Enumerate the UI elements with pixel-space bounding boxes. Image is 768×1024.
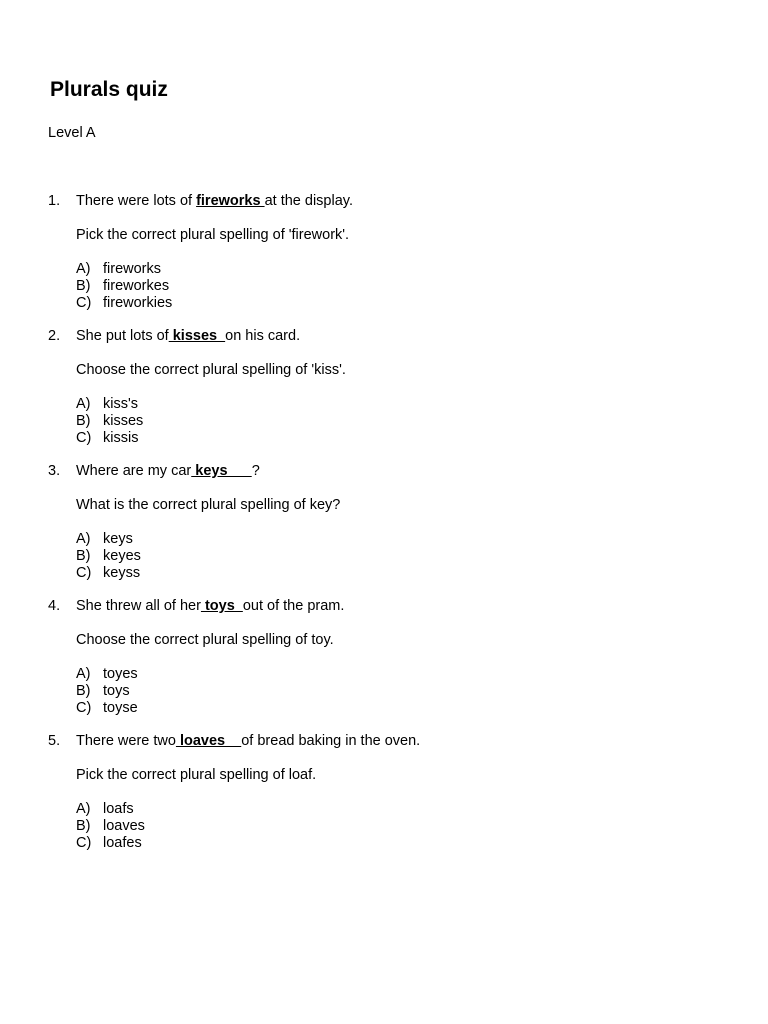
option-text: toyse bbox=[103, 700, 138, 716]
option-text: toys bbox=[103, 683, 130, 699]
sentence-before: There were two bbox=[76, 733, 176, 749]
option-text: loafes bbox=[103, 835, 142, 851]
question-prompt: Choose the correct plural spelling of toy. bbox=[76, 632, 334, 648]
option-b bbox=[48, 548, 728, 565]
option-text: kiss's bbox=[103, 396, 138, 412]
option-text: kissis bbox=[103, 430, 139, 446]
sentence-after: on his card. bbox=[225, 328, 301, 344]
option-a bbox=[48, 666, 728, 683]
option-text: loaves bbox=[103, 818, 145, 834]
option-a bbox=[48, 801, 728, 818]
question-sentence bbox=[48, 463, 728, 480]
option-a bbox=[48, 531, 728, 548]
question-sentence bbox=[48, 733, 728, 750]
option-c bbox=[48, 835, 728, 852]
option-text: keyss bbox=[103, 565, 141, 581]
question-number: 4. bbox=[48, 598, 61, 614]
option-text: keyes bbox=[103, 548, 141, 564]
question-2 bbox=[48, 328, 728, 447]
option-c bbox=[48, 430, 728, 447]
question-1 bbox=[48, 193, 728, 312]
option-letter: B) bbox=[76, 278, 91, 294]
question-sentence bbox=[48, 328, 728, 345]
option-text: keys bbox=[103, 531, 133, 547]
option-letter: B) bbox=[76, 413, 91, 429]
option-letter: A) bbox=[76, 261, 91, 277]
option-letter: B) bbox=[76, 548, 91, 564]
option-b bbox=[48, 413, 728, 430]
option-text: fireworkes bbox=[103, 278, 170, 294]
question-3 bbox=[48, 463, 728, 582]
question-sentence bbox=[48, 598, 728, 615]
option-c bbox=[48, 700, 728, 717]
option-text: kisses bbox=[103, 413, 144, 429]
sentence-after: out of the pram. bbox=[242, 598, 345, 614]
question-prompt: Choose the correct plural spelling of 'kiss'. bbox=[76, 362, 346, 378]
option-letter: C) bbox=[76, 295, 92, 311]
option-a bbox=[48, 396, 728, 413]
question-5 bbox=[48, 733, 728, 852]
option-letter: C) bbox=[76, 565, 92, 581]
question-prompt: Pick the correct plural spelling of loaf. bbox=[76, 767, 317, 783]
sentence-before: Where are my car bbox=[76, 463, 192, 479]
option-letter: A) bbox=[76, 396, 91, 412]
question-4 bbox=[48, 598, 728, 717]
answer-blank: kisses bbox=[168, 328, 226, 344]
question-prompt: Pick the correct plural spelling of 'firework'. bbox=[76, 227, 350, 243]
option-text: loafs bbox=[103, 801, 134, 817]
option-letter: C) bbox=[76, 835, 92, 851]
sentence-after: ? bbox=[251, 463, 260, 479]
sentence-after: at the display. bbox=[264, 193, 353, 209]
option-b bbox=[48, 278, 728, 295]
option-a bbox=[48, 261, 728, 278]
question-number: 2. bbox=[48, 328, 61, 344]
option-b bbox=[48, 683, 728, 700]
option-letter: C) bbox=[76, 700, 92, 716]
option-c bbox=[48, 565, 728, 582]
option-b bbox=[48, 818, 728, 835]
sentence-before: She threw all of her bbox=[76, 598, 201, 614]
sentence-after: of bread baking in the oven. bbox=[241, 733, 421, 749]
option-letter: A) bbox=[76, 666, 91, 682]
answer-blank: keys bbox=[191, 463, 252, 479]
question-prompt: What is the correct plural spelling of key? bbox=[76, 497, 341, 513]
option-letter: C) bbox=[76, 430, 92, 446]
question-sentence bbox=[48, 193, 728, 210]
page-title: Plurals quiz bbox=[50, 78, 168, 101]
option-text: fireworks bbox=[103, 261, 162, 277]
level-label: Level A bbox=[48, 125, 96, 141]
option-letter: A) bbox=[76, 531, 91, 547]
answer-blank: toys bbox=[200, 598, 243, 614]
option-text: toyes bbox=[103, 666, 138, 682]
answer-blank: fireworks bbox=[196, 193, 265, 209]
question-number: 5. bbox=[48, 733, 61, 749]
answer-blank: loaves bbox=[175, 733, 242, 749]
sentence-before: There were lots of bbox=[76, 193, 197, 209]
option-text: fireworkies bbox=[103, 295, 173, 311]
option-c bbox=[48, 295, 728, 312]
option-letter: A) bbox=[76, 801, 91, 817]
option-letter: B) bbox=[76, 818, 91, 834]
option-letter: B) bbox=[76, 683, 91, 699]
sentence-before: She put lots of bbox=[76, 328, 169, 344]
question-number: 1. bbox=[48, 193, 61, 209]
question-number: 3. bbox=[48, 463, 61, 479]
